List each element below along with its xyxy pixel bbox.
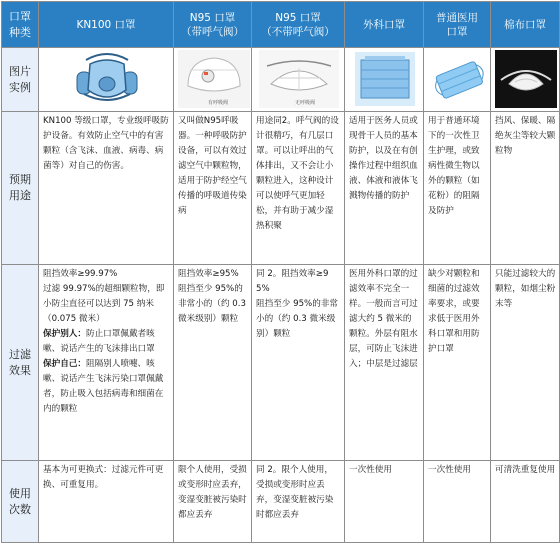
row-label-image [2, 48, 39, 112]
cotton-mask-image [495, 50, 557, 108]
usage-n95-novalve: 同 2。限个人使用，受损或变形时应丢弃，变湿变脏被污染时都应丢弃 [252, 461, 345, 543]
filter-cotton: 只能过滤较大的颗粒，如烟尘粉末等 [491, 265, 560, 461]
col-kn100 [39, 2, 174, 48]
row-label: 过滤 效果 [9, 347, 31, 377]
usage-surgical: 一次性使用 [345, 461, 424, 543]
usage-n95-valve: 限个人使用，受损或变形时应丢弃，变湿变脏被污染时都应丢弃 [174, 461, 252, 543]
col-cotton [491, 2, 560, 48]
mask-comparison-table [1, 1, 560, 543]
corner-header [2, 2, 39, 48]
col-n95-valve [174, 2, 252, 48]
usage-medical: 一次性使用 [424, 461, 491, 543]
filter-n95-novalve: 同 2。阻挡效率≥95% 阻挡至少 95%的非常小的（约 0.3 微米级别）颗粒 [252, 265, 345, 461]
surgical-mask-image [353, 50, 417, 108]
row-label-purpose [2, 112, 39, 265]
purpose-surgical: 适用于医务人员或现骨干人员的基本防护，以及在有创操作过程中组织血液、体液和液体飞溅物传播的防护 [345, 112, 424, 265]
filter-surgical: 医用外科口罩的过滤效率不完全一样。一般而言可过滤大约 5 微米的颗粒。外层有阻水层，可防止飞沫进入；中层是过滤层 [345, 265, 424, 461]
purpose-kn100: KN100 等级口罩，专业级呼吸防护设备。有效防止空气中的有害颗粒（含飞沫、血液、病毒、病菌等）对自己的伤害。 [39, 112, 174, 265]
header-row [2, 2, 560, 48]
col-label: 外科口罩 [363, 18, 405, 31]
col-label: 普通医用 口罩 [436, 11, 478, 38]
protect-self-title: 保护自己： [43, 359, 86, 369]
protect-self-para [43, 357, 170, 417]
n95-valve-image [178, 50, 250, 108]
col-label: 棉布口罩 [504, 18, 546, 31]
medical-mask-image [428, 50, 490, 108]
protect-self-text: 阻隔别人喷嚏、咳嗽、说话产生飞沫污染口罩佩戴者，防止吸入包括病毒和细菌在内的颗粒 [43, 359, 164, 414]
usage-row [2, 461, 560, 543]
col-n95-novalve [252, 2, 345, 48]
corner-label: 口罩 种类 [9, 9, 31, 39]
valve-caption: 有呼吸阀 [207, 100, 229, 106]
col-label: N95 口罩 （带呼气阀） [181, 11, 244, 38]
row-label-usage [2, 461, 39, 543]
row-label: 使用 次数 [9, 486, 31, 516]
row-label: 图片 实例 [9, 64, 31, 94]
purpose-cotton: 挡风、保暖、隔绝灰尘等较大颗粒物 [491, 112, 560, 265]
usage-kn100: 基本为可更换式：过滤元件可更换、可重复用。 [39, 461, 174, 543]
purpose-n95-valve: 又叫做N95呼吸器。一种呼吸防护设备，可以有效过滤空气中颗粒物，适用于防护经空气传播的呼吸道传染病 [174, 112, 252, 265]
protect-others-para [43, 327, 170, 357]
row-label: 预期 用途 [9, 173, 31, 202]
filter-kn100-line: 阻挡效率≥99.97% [43, 269, 118, 279]
purpose-medical: 用于普通环境下的一次性卫生护理，或致病性微生物以外的颗粒（如花粉）的阻隔及防护 [424, 112, 491, 265]
filter-row [2, 265, 560, 461]
n95-novalve-image [259, 50, 339, 108]
filter-medical: 缺少对颗粒和细菌的过滤效率要求，或要求低于医用外科口罩和用防护口罩 [424, 265, 491, 461]
kn100-respirator-image [72, 50, 142, 106]
img-cell-n95-valve [174, 48, 252, 112]
protect-others-title: 保护别人： [43, 329, 86, 339]
image-row [2, 48, 560, 112]
col-label: KN100 口罩 [76, 18, 136, 31]
img-cell-kn100 [39, 48, 174, 112]
filter-n95-valve: 阻挡效率≥95% 阻挡至少 95%的非常小的（约 0.3 微米级别）颗粒 [174, 265, 252, 461]
usage-cotton: 可清洗重复使用 [491, 461, 560, 543]
col-surgical [345, 2, 424, 48]
img-cell-surgical [345, 48, 424, 112]
purpose-row [2, 112, 560, 265]
novalve-caption: 无呼吸阀 [294, 100, 315, 106]
row-label-filter [2, 265, 39, 461]
filter-kn100 [39, 265, 174, 461]
protect-others-text: 防止口罩佩戴者咳嗽、说话产生的飞沫排出口罩 [43, 329, 155, 354]
filter-kn100-line: 过滤 99.97%的超细颗粒物，即小防尘直径可以达到 75 纳米（0.075 微米） [43, 284, 165, 324]
col-medical [424, 2, 491, 48]
img-cell-cotton [491, 48, 560, 112]
img-cell-medical [424, 48, 491, 112]
col-label: N95 口罩 （不带呼气阀） [261, 11, 335, 38]
img-cell-n95-novalve [252, 48, 345, 112]
purpose-n95-novalve: 用途同2。呼气阀的设计很精巧，有几层口罩。可以让呼出的气体排出，又不会让小颗粒进入，这种设计可以使呼气更加轻松，并有助于减少湿热积聚 [252, 112, 345, 265]
